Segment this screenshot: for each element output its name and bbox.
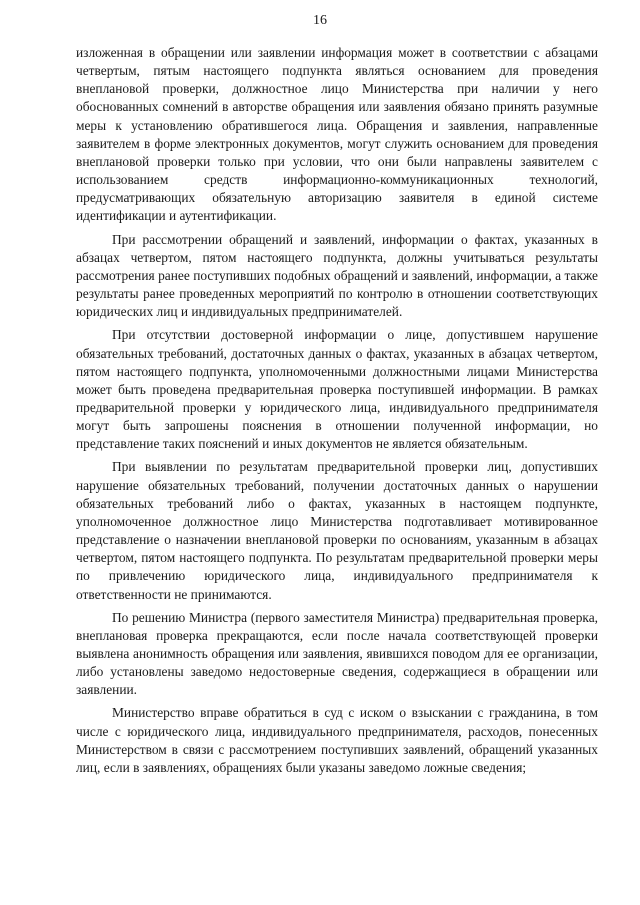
paragraph-5: По решению Министра (первого заместителя Министра) предварительная проверка, внеплановая проверка прекращаются, если после начала соответствующей проверки выявлена анонимность обращения или заявления, явившихся поводом для ее организации, либо установлены заведомо недостоверные сведения, содержащиеся в обращении или заявлении. (76, 609, 598, 698)
paragraph-6: Министерство вправе обратиться в суд с иском о взыскании с гражданина, в том числе с юридического лица, индивидуального предпринимателя, расходов, понесенных Министерством в связи с рассмотрением поступивших заявлений, обращений указанных лиц, если в заявлениях, обращениях были указаны заведомо ложные сведения; (76, 705, 598, 775)
paragraph-4: При выявлении по результатам предварительной проверки лиц, допустивших нарушение обязательных требований, получении достаточных данных о нарушении обязательных требований либо о фактах, указанных в настоящем подпункте, уполномоченное должностное лицо Министерства подготавливает мотивированное представление о назначении внеплановой проверки по основаниям, указанным в абзацах четвертом, пятом настоящего подпункта. По результатам предварительной проверки меры по привлечению юридического лица, индивидуального предпринимателя к ответственности не принимаются. (76, 459, 598, 602)
document-body (76, 44, 598, 782)
page-number: 16 (313, 13, 327, 28)
paragraph-1: изложенная в обращении или заявлении информация может в соответствии с абзацами четвертым, пятым настоящего подпункта являться основанием для проведения внеплановой проверки, должностное лицо Министерства при наличии у него обоснованных сомнений в авторстве обращения или заявления обязано принять разумные меры к установлению обратившегося лица. Обращения и заявления, направленные заявителем в форме электронных документов, могут служить основанием для проведения внеплановой проверки только при условии, что они были направлены заявителем с использованием средств информационно-коммуникационных технологий, предусматривающих обязательную авторизацию заявителя в единой системе идентификации и аутентификации. (76, 45, 598, 224)
paragraph-2: При рассмотрении обращений и заявлений, информации о фактах, указанных в абзацах четвертом, пятом настоящего подпункта, должны учитываться результаты рассмотрения ранее поступивших подобных обращений и заявлений, информации, а также результаты ранее проведенных мероприятий по контролю в отношении соответствующих юридических лиц и индивидуальных предпринимателей. (76, 231, 598, 320)
paragraph-3: При отсутствии достоверной информации о лице, допустившем нарушение обязательных требований, достаточных данных о фактах, указанных в абзацах четвертом, пятом настоящего подпункта, уполномоченными должностными лицами Министерства может быть проведена предварительная проверка поступившей информации. В рамках предварительной проверки у юридического лица, индивидуального предпринимателя могут быть запрошены пояснения в отношении полученной информации, но представление таких пояснений и иных документов не является обязательным. (76, 327, 598, 452)
